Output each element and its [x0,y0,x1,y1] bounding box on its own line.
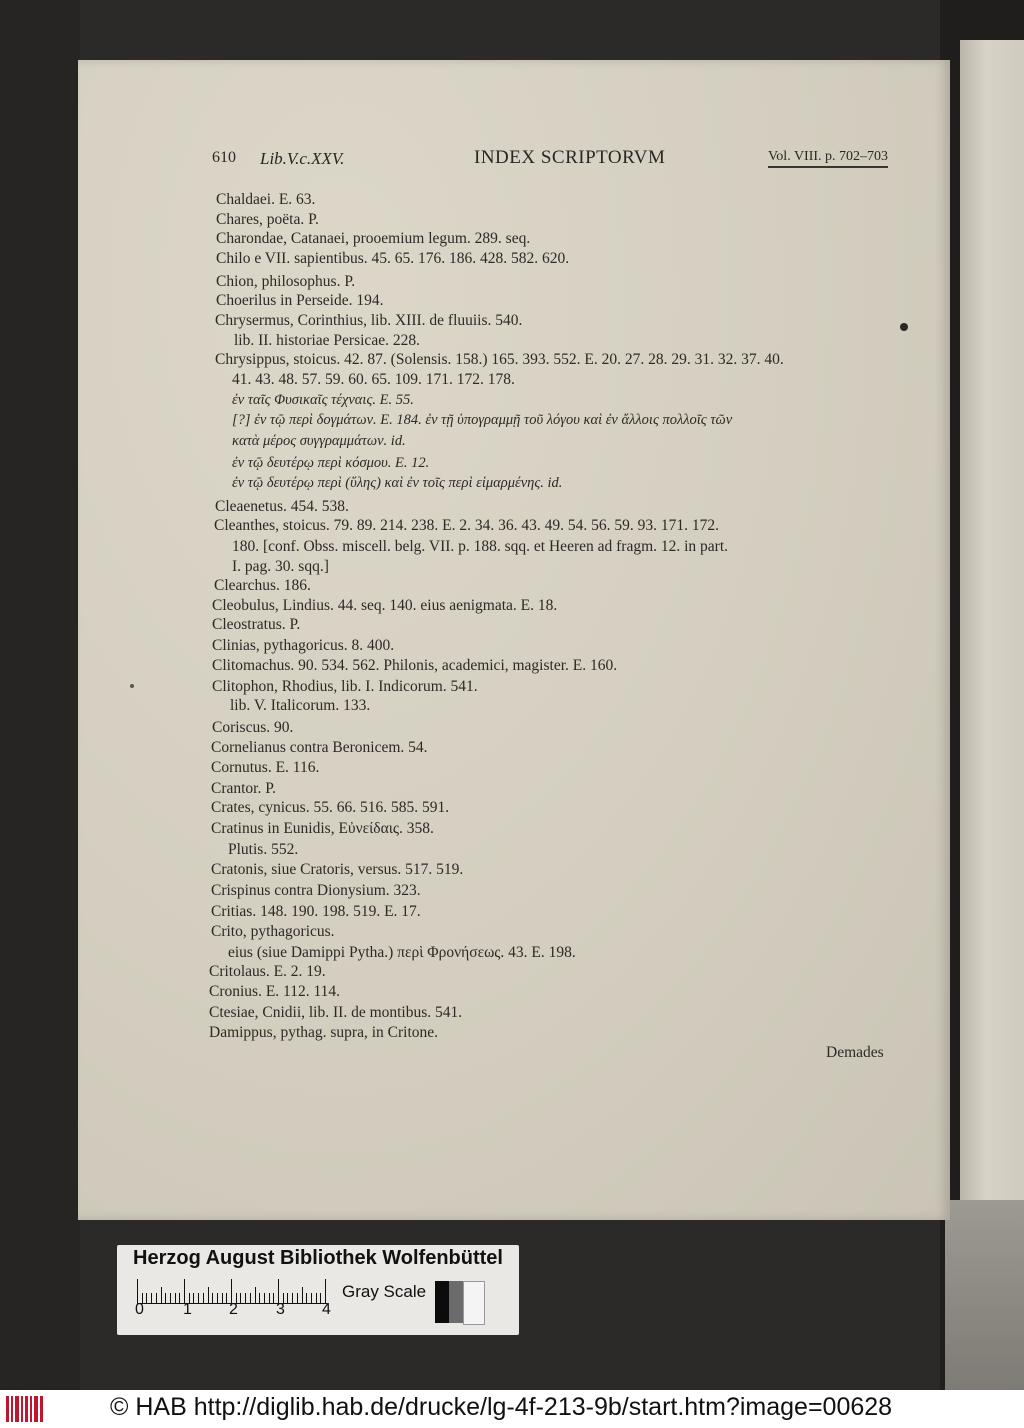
ink-spot [130,684,134,688]
index-entry: [?] ἐν τῷ περὶ δογμάτων. E. 184. ἐν τῇ ὑπογραμμῇ τοῦ λόγου καὶ ἐν ἄλλοις πολλοῖς τῶν [232,412,733,428]
logo-bar [34,1396,38,1422]
ruler-tick [184,1279,185,1303]
ruler-number: 0 [135,1301,144,1318]
index-entry: ἐν ταῖς Φυσικαῖς τέχναις. E. 55. [232,392,414,408]
ruler-tick [175,1293,176,1303]
ruler-tick [146,1293,147,1303]
index-entry: Crito, pythagoricus. [211,923,335,940]
copyright-url[interactable]: © HAB http://diglib.hab.de/drucke/lg-4f-213-9b/start.htm?image=00628 [110,1393,893,1421]
logo-bar [21,1396,23,1422]
index-entry: eius (siue Damippi Pytha.) περὶ Φρονήσεως. 43. E. 198. [228,944,576,961]
index-entry: Cratonis, siue Cratoris, versus. 517. 519. [211,861,464,878]
logo-bar [40,1396,43,1422]
gray-swatch-white [463,1281,485,1325]
index-entry: Critias. 148. 190. 198. 519. E. 17. [211,903,421,920]
page-number: 610 [212,149,236,166]
gray-scale-label: Gray Scale [342,1282,427,1301]
page-title: INDEX SCRIPTORVM [474,147,666,168]
hab-logo-icon [6,1396,46,1422]
ruler-tick [151,1293,152,1303]
catchword: Demades [826,1044,884,1061]
gray-swatch-black [435,1281,449,1323]
index-entry: Chrysermus, Corinthius, lib. XIII. de fluuiis. 540. [215,312,523,329]
index-entry: Clitomachus. 90. 534. 562. Philonis, academici, magister. E. 160. [212,657,618,674]
ruler-tick [292,1293,293,1303]
ruler-number: 3 [276,1301,285,1318]
index-entry: ἐν τῷ δευτέρῳ περὶ (ὕλης) καὶ ἐν τοῖς περὶ εἱμαρμένης. id. [232,475,563,491]
ruler-tick [245,1293,246,1303]
ruler-number: 4 [322,1301,331,1318]
library-name: Herzog August Bibliothek Wolfenbüttel [133,1247,503,1269]
ruler-number: 1 [183,1301,192,1318]
index-entry: Clitophon, Rhodius, lib. I. Indicorum. 541. [212,678,478,695]
index-entry: Cleanthes, stoicus. 79. 89. 214. 238. E. 2. 34. 36. 43. 49. 54. 56. 59. 93. 171. 172. [214,517,720,534]
ruler-tick [264,1293,265,1303]
index-entry: Chilo e VII. sapientibus. 45. 65. 176. 186. 428. 582. 620. [216,250,570,267]
ruler-tick [316,1293,317,1303]
index-entry: Cratinus in Eunidis, Εὐνείδαις. 358. [211,820,434,837]
logo-bar [11,1396,13,1422]
index-entry: 180. [conf. Obss. miscell. belg. VII. p. 188. sqq. et Heeren ad fragm. 12. in part. [232,538,729,555]
index-entry: Crantor. P. [211,780,277,797]
ruler-tick [269,1293,270,1303]
ruler-tick [179,1293,180,1303]
ruler-tick [193,1293,194,1303]
index-entry: Clearchus. 186. [214,577,311,594]
index-entry: lib. V. Italicorum. 133. [230,697,371,714]
ruler-tick [170,1293,171,1303]
logo-bar [30,1396,32,1422]
volume-reference: Vol. VIII. p. 702–703 [768,149,888,168]
index-entry: Chrysippus, stoicus. 42. 87. (Solensis. 158.) 165. 393. 552. E. 20. 27. 28. 29. 31. 32. 37. 40. [215,351,784,368]
index-entry: Charondae, Catanaei, prooemium legum. 289. seq. [216,230,531,247]
logo-bar [6,1396,9,1422]
index-entry: Coriscus. 90. [212,719,294,736]
index-entry: Crates, cynicus. 55. 66. 516. 585. 591. [211,799,450,816]
index-entry: I. pag. 30. sqq.] [232,558,329,575]
index-entry: Cornelianus contra Beronicem. 54. [211,739,428,756]
index-entry: Cornutus. E. 116. [211,759,320,776]
ruler-tick [161,1287,162,1303]
ruler-tick [250,1293,251,1303]
index-entry: Cleostratus. P. [212,616,301,633]
index-entry: Cleobulus, Lindius. 44. seq. 140. eius aenigmata. E. 18. [212,597,558,614]
book-reference: Lib.V.c.XXV. [260,149,345,168]
ink-spot [900,323,908,331]
index-entry: ἐν τῷ δευτέρῳ περὶ κόσμου. E. 12. [232,455,430,471]
logo-bar [25,1396,28,1422]
ruler-tick [137,1279,138,1303]
index-entry: Chion, philosophus. P. [216,273,356,290]
index-entry: Damippus, pythag. supra, in Critone. [209,1024,439,1041]
index-entry: Ctesiae, Cnidii, lib. II. de montibus. 541. [209,1004,463,1021]
index-entry: Cronius. E. 112. 114. [209,983,341,1000]
ruler-tick [208,1287,209,1303]
index-entry: lib. II. historiae Persicae. 228. [234,332,420,349]
ruler-tick [287,1293,288,1303]
index-entry: Chaldaei. E. 63. [216,191,316,208]
index-entry: Cleaenetus. 454. 538. [215,498,349,515]
ruler-tick [306,1293,307,1303]
ruler-number: 2 [229,1301,238,1318]
index-entry: Crispinus contra Dionysium. 323. [211,882,421,899]
index-entry: Clinias, pythagoricus. 8. 400. [212,637,395,654]
ruler-tick [203,1293,204,1303]
ruler-tick [297,1293,298,1303]
gray-swatch-dark [449,1281,463,1323]
ruler-tick [259,1293,260,1303]
index-entry: Critolaus. E. 2. 19. [209,963,326,980]
index-entry: κατὰ μέρος συγγραμμάτων. id. [232,433,406,449]
library-label-card [117,1245,519,1335]
ruler-tick [255,1287,256,1303]
ruler-tick [212,1293,213,1303]
adjacent-page-edge [960,40,1024,1240]
ruler-tick [325,1279,326,1303]
ruler-tick [217,1293,218,1303]
index-entry: 41. 43. 48. 57. 59. 60. 65. 109. 171. 172. 178. [232,371,515,388]
logo-bar [15,1396,19,1422]
ruler-tick [240,1293,241,1303]
ruler-tick [278,1279,279,1303]
ruler-tick [311,1293,312,1303]
ruler-tick [273,1293,274,1303]
ruler-tick [231,1279,232,1303]
index-entry: Plutis. 552. [228,841,299,858]
ruler-tick [226,1293,227,1303]
ruler-tick [302,1287,303,1303]
adjacent-page-shadow [945,1200,1024,1390]
ruler-tick [198,1293,199,1303]
ruler-tick [222,1293,223,1303]
index-entry: Chares, poëta. P. [216,211,319,228]
index-entry: Choerilus in Perseide. 194. [216,292,384,309]
ruler-tick [165,1293,166,1303]
footer-bar [0,1390,1024,1428]
ruler-tick [156,1293,157,1303]
